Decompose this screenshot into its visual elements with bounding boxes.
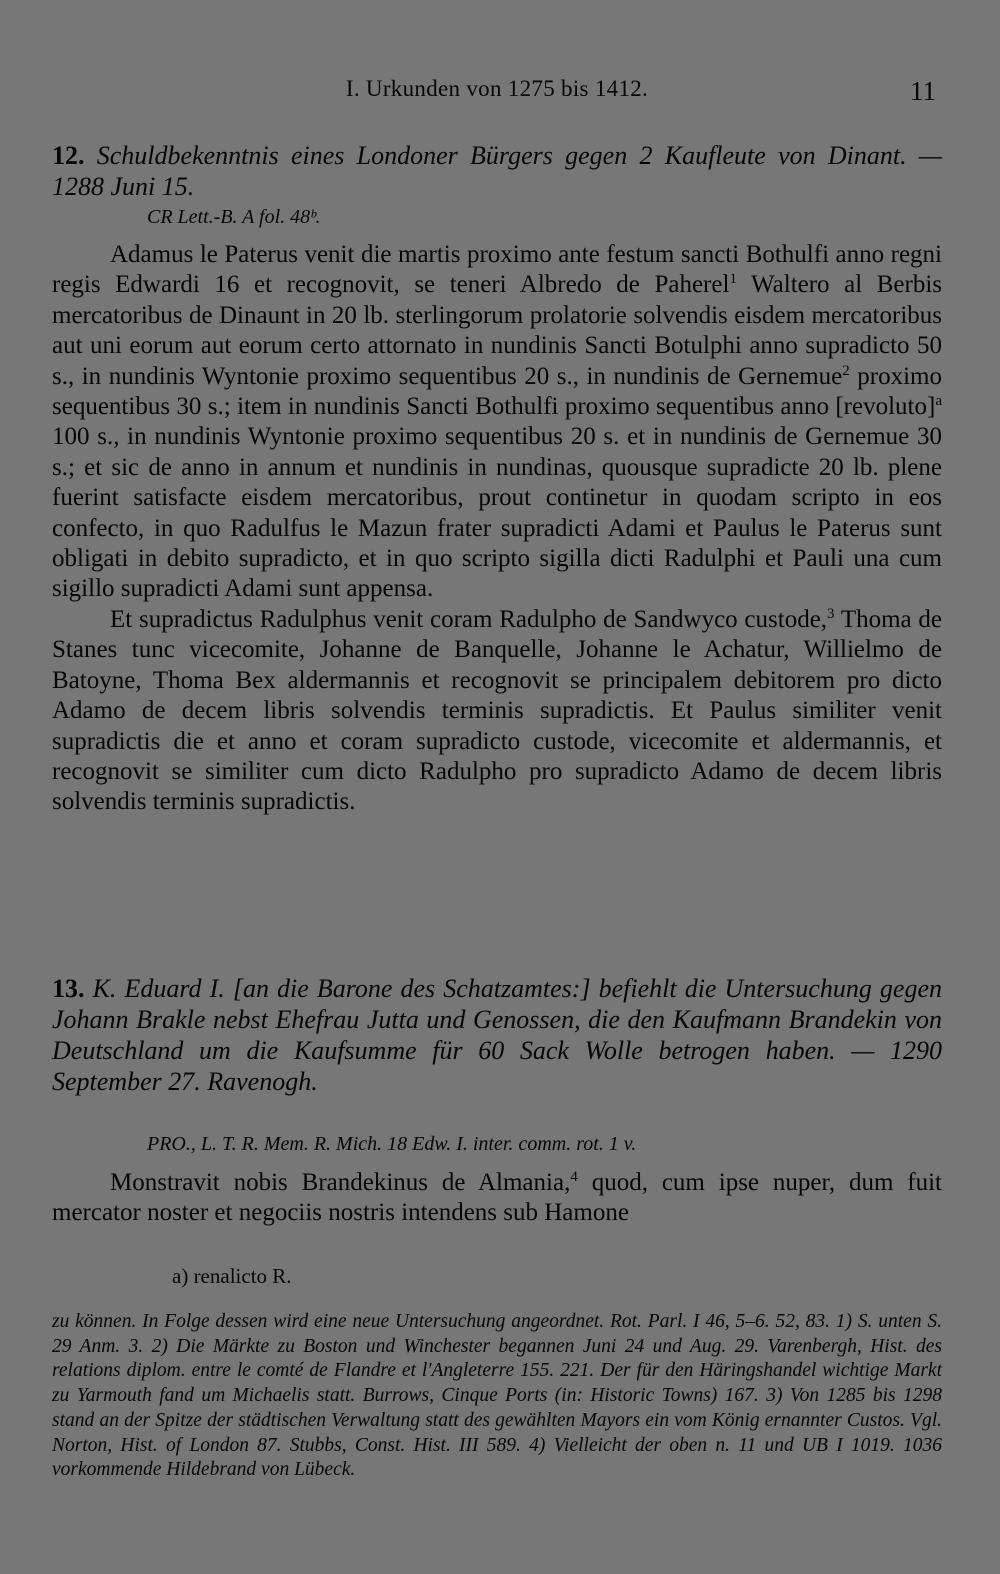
doc12-para2-part-b: Thoma de Stanes tunc vicecomite, Johanne de Banquelle, Johanne le Achatur, Willielmo de Batoyne, Thoma Bex aldermannis et recognovit se principalem debitorem pro dicto Adamo de decem libris solvendis terminis supradictis. Et Paulus similiter venit supradictis die et anno et coram supradicto custode, vicecomite et aldermannis, et recognovit se similiter cum dicto Radulpho pro supradicto Adamo de decem libris solvendis terminis supradictis. xyxy=(52,605,942,816)
footnote-marker-4: 4 xyxy=(570,1169,578,1185)
doc12-para1-part-d: 100 s., in nundinis Wyntonie proximo sequentibus 20 s. et in nundinis de Gernemue 30 s.; et sic de anno in annum et nundinis in nundinas, quousque supradicte 20 lb. plene fuerint satisfacte eisdem mercatoribus, prout continetur in quodam scripto in eos confecto, in quo Radulfus le Mazun frater supradicti Adami et Paulus le Paterus sunt obligati in debito supradicto, et in quo scripto sigilla dicti Radulphi et Pauli una cum sigillo supradicti Adami sunt appensa. xyxy=(52,423,942,603)
doc12-number: 12. xyxy=(52,141,85,170)
footnote-marker-2: 2 xyxy=(842,362,850,379)
doc12-heading xyxy=(52,140,942,202)
running-head xyxy=(52,74,942,110)
doc13-heading xyxy=(52,973,942,1097)
doc12-title: Schuldbekenntnis eines Londoner Bürgers gegen 2 Kaufleute von Dinant. — 1288 Juni 15. xyxy=(52,141,942,201)
doc13-para1-part-b: quod, cum ipse nuper, dum fuit mercator noster et negociis nostris intendens sub Hamone xyxy=(52,1169,942,1227)
doc12-paragraph-1 xyxy=(52,240,942,605)
footnote-1: 1) S. unten S. 29 Anm. 3. xyxy=(52,1311,942,1357)
doc12-para1-part-c: proximo sequentibus 30 s.; item in nundinis Sancti Bothulfi proximo sequentibus anno [revoluto] xyxy=(52,362,942,421)
doc12-para2-part-a: Et supradictus Radulphus venit coram Radulpho de Sandwyco custode, xyxy=(110,605,828,633)
doc12-paragraph-2 xyxy=(52,605,942,818)
footnote-marker-3: 3 xyxy=(827,605,835,622)
doc12-para1-part-a: Adamus le Paterus venit die martis proximo ante festum sancti Bothulfi anno regni regis Edwardi 16 et recognovit, se teneri Albredo de Paherel xyxy=(52,241,942,299)
critical-apparatus: a) renalicto R. xyxy=(172,1264,292,1288)
footnote-3: 3) Von 1285 bis 1298 stand an der Spitze der städtischen Verwaltung statt des gewählten Mayors ein vom König ernannter Custos. Vgl. Norton, Hist. of London 87. Stubbs, Const. Hist. III 589. xyxy=(52,1385,942,1456)
footnote-continuation: zu können. In Folge dessen wird eine neue Untersuchung angeordnet. Rot. Parl. I 46, 5–6. 52, 83. xyxy=(52,1311,836,1332)
doc13-para1-part-a: Monstravit nobis Brandekinus de Almania, xyxy=(110,1169,571,1196)
doc13-title: K. Eduard I. [an die Barone des Schatzamtes:] befiehlt die Untersuchung gegen Johann Brakle nebst Ehefrau Jutta und Genossen, die den Kaufmann Brandekin von Deutschland um die Kaufsumme für 60 Sack Wolle betrogen haben. — 1290 September 27. Ravenogh. xyxy=(52,974,942,1096)
running-title: I. Urkunden von 1275 bis 1412. xyxy=(345,76,649,101)
doc13-number: 13. xyxy=(52,974,85,1003)
doc12-body xyxy=(52,240,942,818)
doc13-source: PRO., L. T. R. Mem. R. Mich. 18 Edw. I. inter. comm. rot. 1 v. xyxy=(147,1133,637,1155)
doc13-body xyxy=(52,1168,942,1229)
page-number: 11 xyxy=(910,76,936,106)
apparatus-marker-a: a xyxy=(935,393,942,410)
footnotes xyxy=(52,1310,942,1483)
footnote-2: 2) Die Märkte zu Boston und Winchester begannen Juni 24 und Aug. 29. Varenbergh, Hist. des relations diplom. entre le comté de Flandre et l'Angleterre 155. 221. Der für den Häringshandel wichtige Markt zu Yarmouth fand um Michaelis statt. Burrows, Cinque Ports (in: Historic Towns) 167. xyxy=(52,1335,942,1407)
footnote-4: 4) Vielleicht der oben n. 11 und UB I 1019. 1036 vorkommende Hildebrand von Lübeck. xyxy=(52,1434,942,1481)
doc13-paragraph-1 xyxy=(52,1168,942,1229)
doc12-source: CR Lett.-B. A fol. 48ᵇ. xyxy=(147,206,321,228)
doc12-para1-part-b: Waltero al Berbis mercatoribus de Dinaunt in 20 lb. sterlingorum prolatorie solvendis eisdem mercatoribus aut uni eorum aut eorum certo attornato in nundinis Sancti Botulphi anno supradicto 50 s., in nundinis Wyntonie proximo sequentibus 20 s., in nundinis de Gernemue xyxy=(52,271,943,390)
footnote-marker-1: 1 xyxy=(729,271,737,288)
